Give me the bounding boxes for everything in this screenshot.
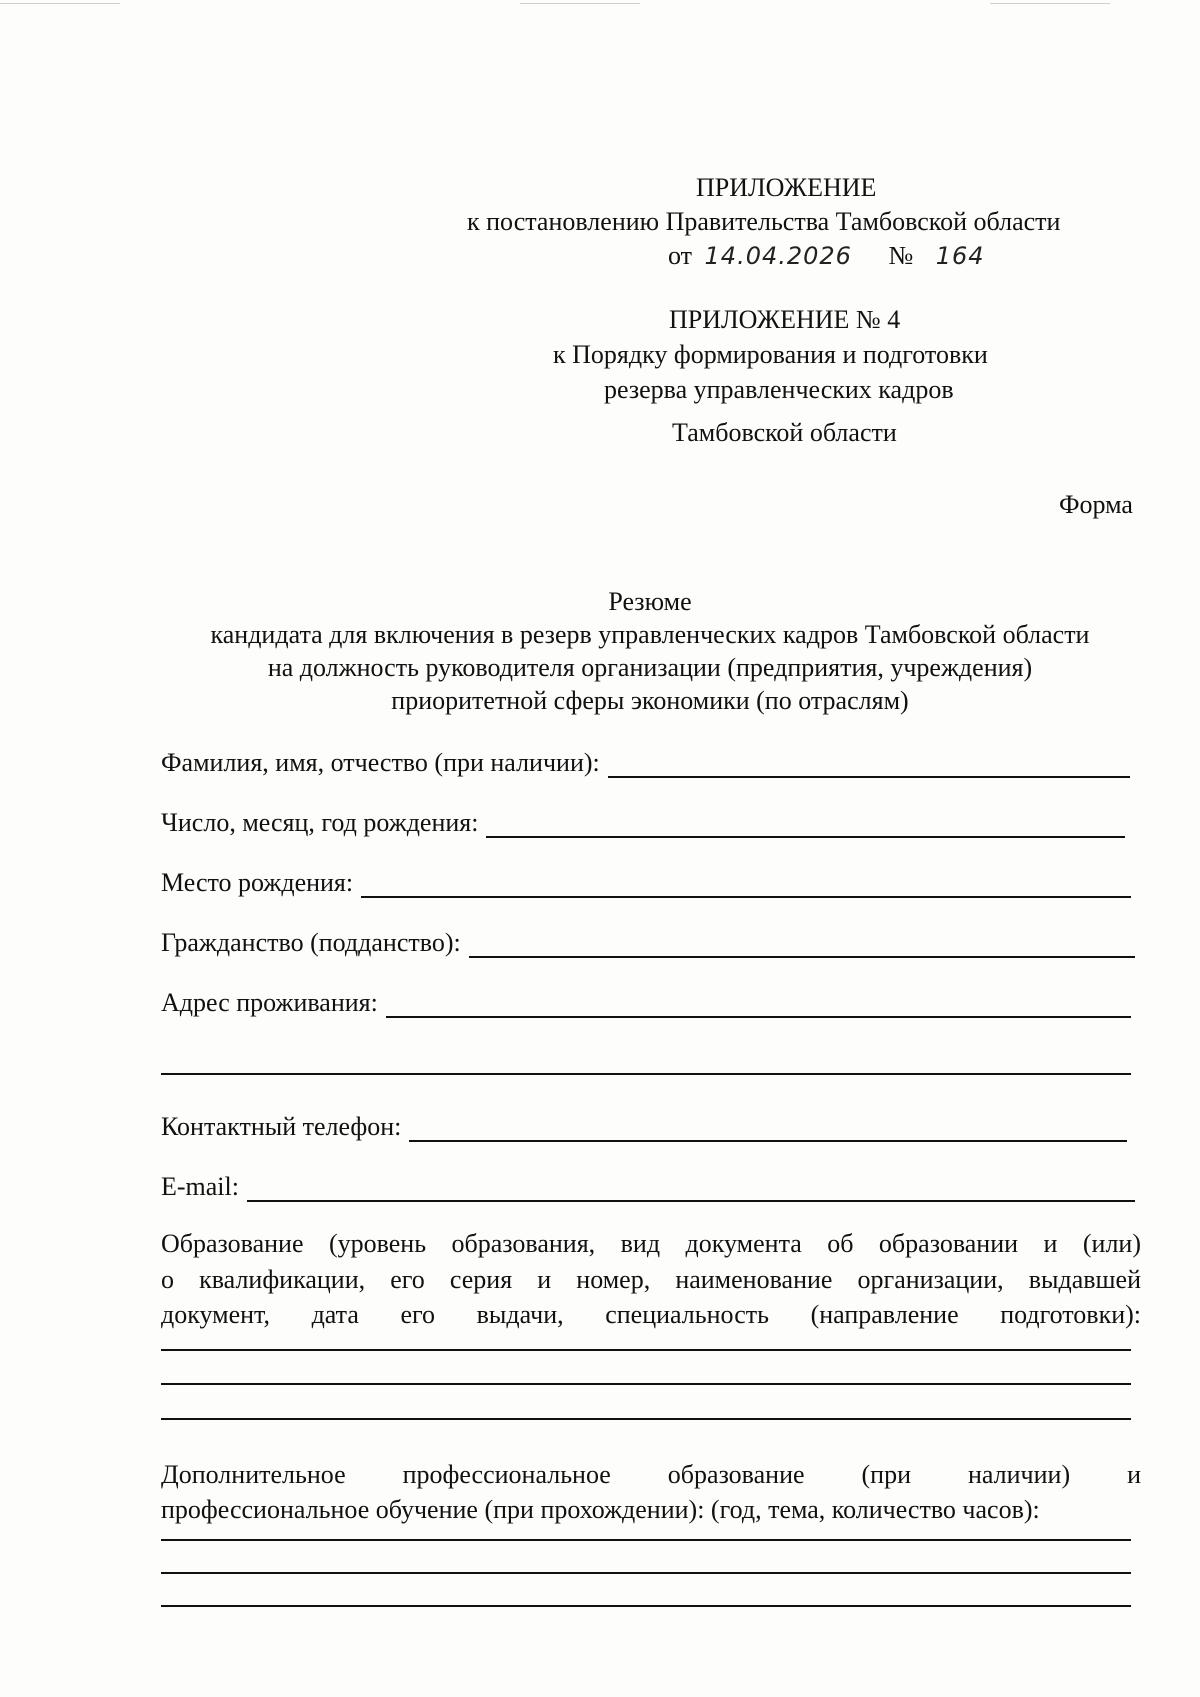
education-blank-1[interactable] [161, 1349, 1131, 1351]
birth-place-label: Место рождения: [161, 868, 354, 897]
education-line-2: о квалификации, его серия и номер, наименование организации, выдавшей [161, 1265, 1141, 1294]
education-line-3: документ, дата его выдачи, специальность (направление подготовки): [161, 1300, 1141, 1329]
birth-place-field[interactable] [161, 868, 1131, 898]
full-name-blank[interactable] [608, 752, 1130, 778]
birth-date-blank[interactable] [486, 812, 1125, 838]
scan-artifact [990, 3, 1110, 4]
address-blank-line-2[interactable] [161, 1073, 1131, 1075]
phone-label: Контактный телефон: [161, 1112, 402, 1141]
full-name-field[interactable] [161, 748, 1130, 778]
date-value: 14.04.2026 [704, 242, 852, 270]
resume-line-2: на должность руководителя организации (предприятия, учреждения) [267, 653, 1033, 682]
annex-title: ПРИЛОЖЕНИЕ № 4 [669, 305, 901, 334]
number-value: 164 [935, 242, 985, 270]
date-prefix: от [668, 241, 693, 270]
education-blank-3[interactable] [161, 1418, 1131, 1420]
address-label: Адрес проживания: [161, 988, 378, 1017]
annex-line-1: к Порядку формирования и подготовки [553, 340, 988, 369]
scan-artifact [0, 3, 120, 4]
email-blank[interactable] [247, 1176, 1135, 1202]
decree-date-line [668, 241, 985, 271]
additional-education-line-2: профессиональное обучение (при прохождении): (год, тема, количество часов): [161, 1495, 1040, 1524]
form-label: Форма [1059, 490, 1133, 519]
phone-blank[interactable] [409, 1116, 1127, 1142]
address-field[interactable] [161, 988, 1131, 1018]
appendix-subtitle: к постановлению Правительства Тамбовской области [467, 207, 1061, 236]
phone-field[interactable] [161, 1112, 1127, 1142]
resume-title: Резюме [608, 587, 692, 616]
full-name-label: Фамилия, имя, отчество (при наличии): [161, 748, 600, 777]
education-line-1: Образование (уровень образования, вид документа об образовании и (или) [161, 1229, 1141, 1258]
birth-date-label: Число, месяц, год рождения: [161, 808, 479, 837]
citizenship-field[interactable] [161, 928, 1135, 958]
education-blank-2[interactable] [161, 1383, 1131, 1385]
additional-education-line-1: Дополнительное профессиональное образование (при наличии) и [161, 1460, 1141, 1489]
birth-date-field[interactable] [161, 808, 1125, 838]
number-prefix: № [888, 241, 914, 270]
email-field[interactable] [161, 1172, 1135, 1202]
scan-artifact [520, 3, 640, 4]
citizenship-blank[interactable] [469, 932, 1135, 958]
resume-line-1: кандидата для включения в резерв управленческих кадров Тамбовской области [210, 620, 1090, 649]
additional-education-blank-3[interactable] [161, 1605, 1131, 1607]
address-blank[interactable] [386, 992, 1131, 1018]
citizenship-label: Гражданство (подданство): [161, 928, 461, 957]
additional-education-blank-2[interactable] [161, 1572, 1131, 1574]
appendix-title: ПРИЛОЖЕНИЕ [696, 173, 877, 202]
email-label: E-mail: [161, 1172, 239, 1201]
birth-place-blank[interactable] [361, 872, 1131, 898]
additional-education-blank-1[interactable] [161, 1539, 1131, 1541]
resume-line-3: приоритетной сферы экономики (по отраслям) [391, 686, 909, 715]
annex-line-3: Тамбовской области [672, 418, 897, 447]
annex-line-2: резерва управленческих кадров [604, 375, 954, 404]
